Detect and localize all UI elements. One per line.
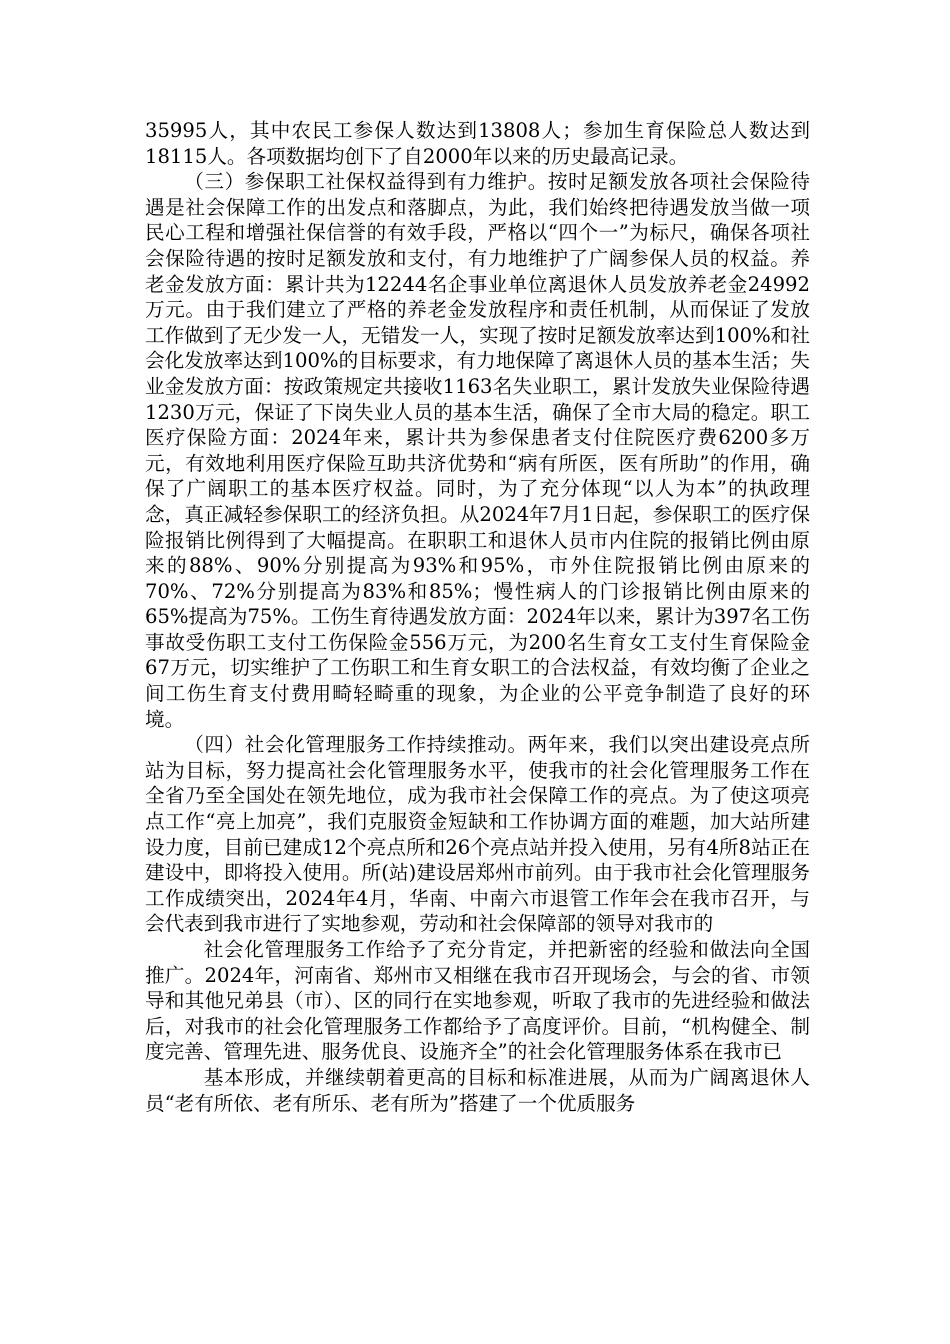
paragraph-social-management: 社会化管理服务工作给予了充分肯定，并把新密的经验和做法向全国推广。2024年，河南省、郑州市又相继在我市召开现场会，与会的省、市领导和其他兄弟县（市）、区的同行在实地参观，听取了我市的先进经验和做法后，对我市的社会化管理服务工作都给予了高度评价。目前，“机构健全、制度完善、管理先进、服务优良、设施齐全”的社会化管理服务体系在我市已 <box>145 938 810 1064</box>
paragraph-basic-formation: 基本形成，并继续朝着更高的目标和标准进展，从而为广阔离退休人员“老有所依、老有所乐、老有所为”搭建了一个优质服务 <box>145 1065 810 1115</box>
paragraph-section-three: （三）参保职工社保权益得到有力维护。按时足额发放各项社会保险待遇是社会保障工作的出发点和落脚点，为此，我们始终把待遇发放当做一项民心工程和增强社保信誉的有效手段，严格以“四个一”为标尺，确保各项社会保险待遇的按时足额发放和支付，有力地维护了广阔参保人员的权益。养老金发放方面：累计共为12244名企事业单位离退休人员发放养老金24992万元。由于我们建立了严格的养老金发放程序和责任机制，从而保证了发放工作做到了无少发一人，无错发一人，实现了按时足额发放率达到100%和社会化发放率达到100%的目标要求，有力地保障了离退休人员的基本生活；失业金发放方面：按政策规定共接收1163名失业职工，累计发放失业保险待遇1230万元，保证了下岗失业人员的基本生活，确保了全市大局的稳定。职工医疗保险方面：2024年来，累计共为参保患者支付住院医疗费6200多万元，有效地利用医疗保险互助共济优势和“病有所医，医有所助”的作用，确保了广阔职工的基本医疗权益。同时，为了充分体现“以人为本”的执政理念，真正减轻参保职工的经济负担。从2024年7月1日起，参保职工的医疗保险报销比例得到了大幅提高。在职职工和退休人员市内住院的报销比例由原来的88%、90%分别提高为93%和95%，市外住院报销比例由原来的70%、72%分别提高为83%和85%；慢性病人的门诊报销比例由原来的65%提高为75%。工伤生育待遇发放方面：2024年以来，累计为397名工伤事故受伤职工支付工伤保险金556万元，为200名生育女工支付生育保险金67万元，切实维护了工伤职工和生育女职工的合法权益，有效均衡了企业之间工伤生育支付费用畸轻畸重的现象，为企业的公平竞争制造了良好的环境。 <box>145 170 810 731</box>
document-body <box>145 118 810 1116</box>
paragraph-section-four: （四）社会化管理服务工作持续推动。两年来，我们以突出建设亮点所站为目标，努力提高社会化管理服务水平，使我市的社会化管理服务工作在全省乃至全国处在领先地位，成为我市社会保障工作的亮点。为了使这项亮点工作“亮上加亮”，我们克服资金短缺和工作协调方面的难题，加大站所建设力度，目前已建成12个亮点所和26个亮点站并投入使用，另有4所8站正在建设中，即将投入使用。所(站)建设居郑州市前列。由于我市社会化管理服务工作成绩突出，2024年4月，华南、中南六市退管工作年会在我市召开，与会代表到我市进行了实地参观，劳动和社会保障部的领导对我市的 <box>145 733 810 936</box>
paragraph-continuation: 35995人，其中农民工参保人数达到13808人；参加生育保险总人数达到18115人。各项数据均创下了自2000年以来的历史最高记录。 <box>145 119 810 168</box>
